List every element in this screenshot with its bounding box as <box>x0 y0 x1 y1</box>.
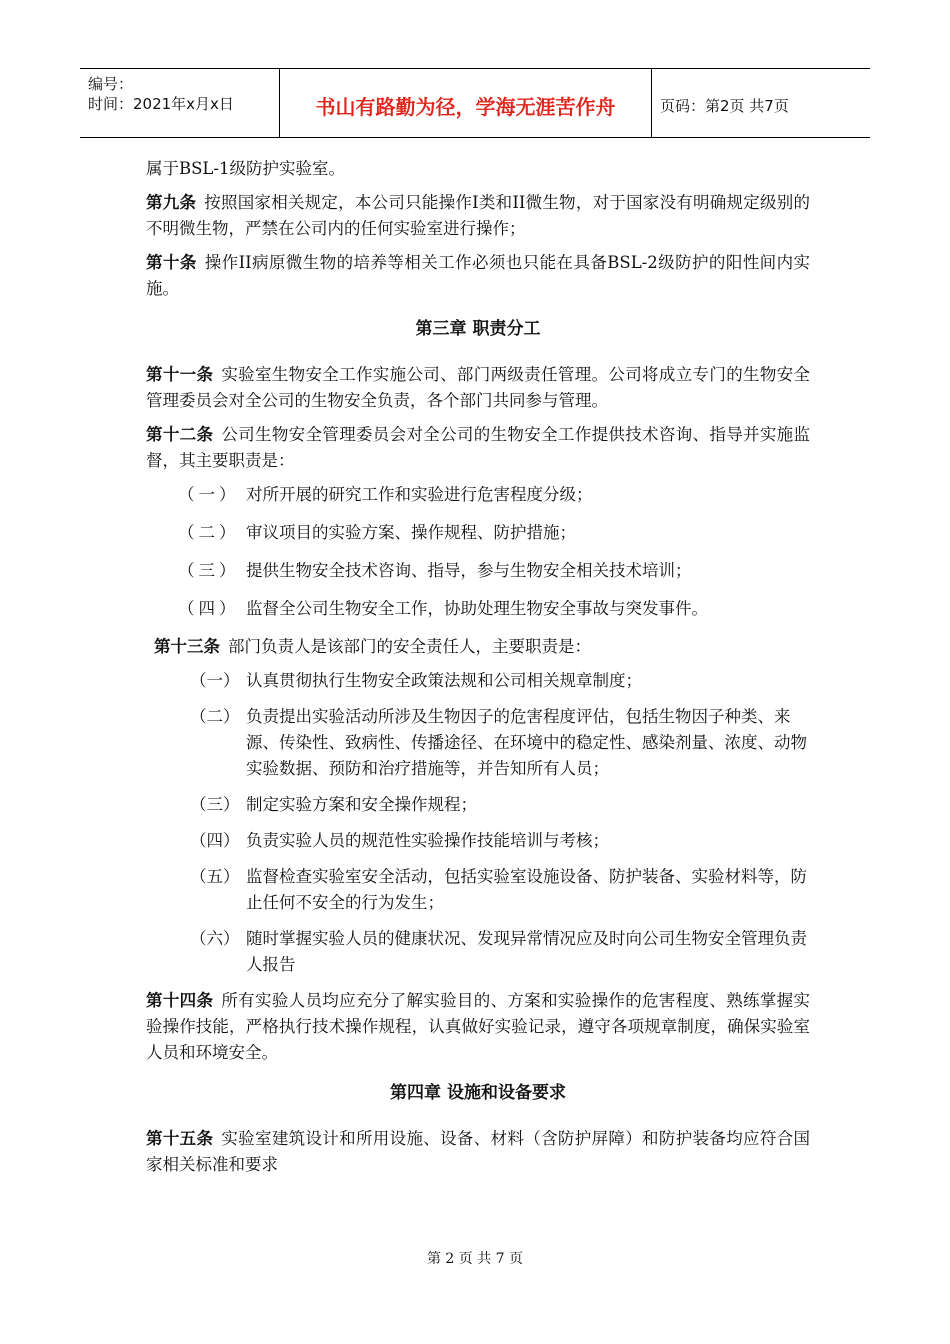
article-text: 操作II病原微生物的培养等相关工作必须也只能在具备BSL-2级防护的阳性间内实施。 <box>146 253 810 298</box>
page-footer: 第 2 页 共 7 页 <box>426 1251 524 1267</box>
list-item-number: （三） <box>178 561 240 580</box>
list-item <box>146 864 810 916</box>
list-item-number: （五） <box>190 867 240 886</box>
header-motto: 书山有路勤为径，学海无涯苦作舟 <box>280 69 652 137</box>
article-10 <box>146 250 810 302</box>
article-heading: 第十三条 <box>154 637 220 656</box>
header-time: 时间：2021年x月x日 <box>88 95 234 113</box>
list-item-text: 审议项目的实验方案、操作规程、防护措施； <box>246 523 576 542</box>
header-meta <box>80 69 280 137</box>
list-item-text: 负责实验人员的规范性实验操作技能培训与考核； <box>246 831 609 850</box>
article-heading: 第九条 <box>146 193 197 212</box>
article-13 <box>146 634 810 660</box>
list-item-text: 制定实验方案和安全操作规程； <box>246 795 477 814</box>
article-text: 所有实验人员均应充分了解实验目的、方案和实验操作的危害程度、熟练掌握实验操作技能，严格执行技术操作规程，认真做好实验记录，遵守各项规章制度，确保实验室人员和环境安全。 <box>146 991 811 1062</box>
article-text: 按照国家相关规定，本公司只能操作I类和II微生物，对于国家没有明确规定级别的不明微生物，严禁在公司内的任何实验室进行操作； <box>146 193 810 238</box>
header-number: 编号： <box>88 75 134 93</box>
list-item-text: 提供生物安全技术咨询、指导，参与生物安全相关技术培训； <box>246 561 692 580</box>
list-item-text: 负责提出实验活动所涉及生物因子的危害程度评估，包括生物因子种类、来源、传染性、致病性、传播途径、在环境中的稳定性、感染剂量、浓度、动物实验数据、预防和治疗措施等，并告知所有人员； <box>246 707 807 778</box>
article-text: 实验室生物安全工作实施公司、部门两级责任管理。公司将成立专门的生物安全管理委员会对全公司的生物安全负责，各个部门共同参与管理。 <box>146 365 811 410</box>
list-item <box>146 596 810 622</box>
article-11 <box>146 362 810 414</box>
article-13-list <box>146 668 810 978</box>
list-item-text: 对所开展的研究工作和实验进行危害程度分级； <box>246 485 593 504</box>
article-text: 实验室建筑设计和所用设施、设备、材料（含防护屏障）和防护装备均应符合国家相关标准和要求 <box>146 1129 811 1174</box>
list-item <box>146 792 810 818</box>
article-9 <box>146 190 810 242</box>
list-item <box>146 668 810 694</box>
article-heading: 第十条 <box>146 253 197 272</box>
article-12 <box>146 422 810 474</box>
list-item <box>146 520 810 546</box>
article-12-list <box>146 482 810 622</box>
list-item-text: 监督全公司生物安全工作，协助处理生物安全事故与突发事件。 <box>246 599 708 618</box>
list-item <box>146 828 810 854</box>
article-14 <box>146 988 810 1066</box>
article-text: 部门负责人是该部门的安全责任人，主要职责是： <box>228 637 591 656</box>
article-heading: 第十四条 <box>146 991 214 1010</box>
list-item-number: （二） <box>190 707 240 726</box>
list-item <box>146 704 810 782</box>
document-body <box>146 156 810 1186</box>
list-item-number: （四） <box>190 831 240 850</box>
list-item-number: （六） <box>190 929 240 948</box>
list-item-text: 随时掌握实验人员的健康状况、发现异常情况应及时向公司生物安全管理负责人报告 <box>246 929 807 974</box>
header-page-info: 页码：第2页 共7页 <box>660 96 789 115</box>
paragraph-intro: 属于BSL-1级防护实验室。 <box>146 159 345 178</box>
article-heading: 第十二条 <box>146 425 214 444</box>
list-item-number: （三） <box>190 795 240 814</box>
list-item-number: （一） <box>178 485 240 504</box>
chapter-3-title: 第三章 职责分工 <box>415 319 541 339</box>
article-text: 公司生物安全管理委员会对全公司的生物安全工作提供技术咨询、指导并实施监督，其主要职责是： <box>146 425 811 470</box>
article-heading: 第十五条 <box>146 1129 214 1148</box>
page-header <box>80 68 870 138</box>
list-item-number: （二） <box>178 523 240 542</box>
list-item <box>146 482 810 508</box>
list-item <box>146 926 810 978</box>
article-15 <box>146 1126 810 1178</box>
list-item <box>146 558 810 584</box>
list-item-text: 监督检查实验室安全活动，包括实验室设施设备、防护装备、实验材料等，防止任何不安全的行为发生； <box>246 867 807 912</box>
list-item-text: 认真贯彻执行生物安全政策法规和公司相关规章制度； <box>246 671 642 690</box>
article-heading: 第十一条 <box>146 365 214 384</box>
list-item-number: （四） <box>178 599 240 618</box>
chapter-4-title: 第四章 设施和设备要求 <box>390 1083 566 1103</box>
list-item-number: （一） <box>190 671 240 690</box>
